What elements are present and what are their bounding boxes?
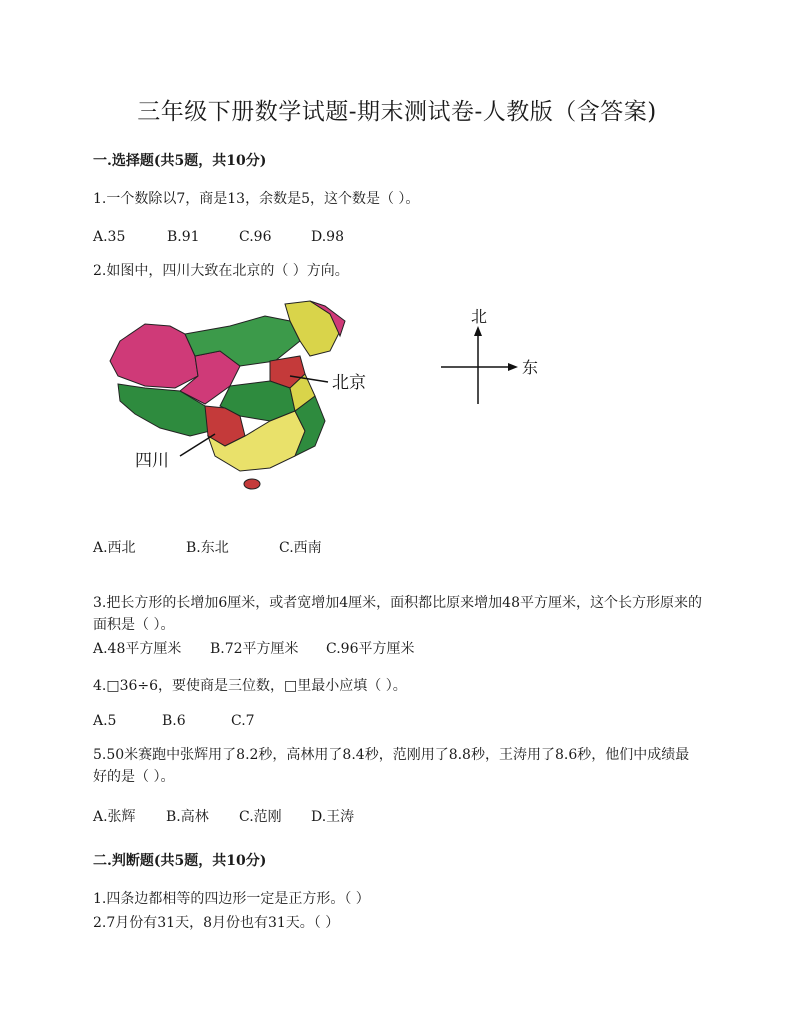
q4-option-c: C.7 (231, 713, 255, 729)
question-4: 4.□36÷6，要使商是三位数，□里最小应填（ ）。 (93, 678, 407, 694)
q5-option-d: D.王涛 (311, 809, 355, 825)
section-2-heading: 二.判断题(共5题，共10分) (93, 853, 267, 869)
map-region-hainan (244, 479, 260, 489)
q2-option-b: B.东北 (186, 540, 229, 556)
q3-option-c: C.96平方厘米 (326, 641, 415, 657)
beijing-label: 北京 (332, 373, 366, 393)
question-2: 2.如图中，四川大致在北京的（ ）方向。 (93, 263, 349, 279)
china-map-figure (100, 296, 390, 496)
page-title: 三年级下册数学试题-期末测试卷-人教版（含答案) (137, 99, 657, 125)
compass-figure (438, 300, 548, 410)
compass-north-label: 北 (471, 307, 488, 326)
q2-option-c: C.西南 (279, 540, 322, 556)
sichuan-label: 四川 (135, 451, 169, 471)
q3-option-a: A.48平方厘米 (93, 641, 182, 657)
q1-option-a: A.35 (93, 229, 126, 245)
map-region-northeast (285, 301, 340, 356)
compass-east-arrow-icon (508, 363, 518, 371)
section-1-heading: 一.选择题(共5题，共10分) (93, 153, 267, 169)
q1-option-c: C.96 (239, 229, 272, 245)
q5-option-a: A.张辉 (93, 809, 136, 825)
question-3: 3.把长方形的长增加6厘米，或者宽增加4厘米，面积都比原来增加48平方厘米，这个长方形原来的面积是（ ）。 (93, 595, 702, 633)
q4-option-a: A.5 (93, 713, 117, 729)
q3-option-b: B.72平方厘米 (210, 641, 299, 657)
q5-option-c: C.范刚 (239, 809, 282, 825)
q2-option-a: A.西北 (93, 540, 136, 556)
compass-north-arrow-icon (474, 326, 482, 336)
question-5: 5.50米赛跑中张辉用了8.2秒，高林用了8.4秒，范刚用了8.8秒，王涛用了8.6秒，他们中成绩最好的是（ ）。 (93, 747, 690, 785)
judgement-item-1: 1.四条边都相等的四边形一定是正方形。（ ） (93, 891, 370, 907)
q5-option-b: B.高林 (166, 809, 209, 825)
question-1: 1.一个数除以7，商是13，余数是5，这个数是（ ）。 (93, 191, 420, 207)
q4-option-b: B.6 (162, 713, 186, 729)
q1-option-d: D.98 (311, 229, 344, 245)
judgement-item-2: 2.7月份有31天，8月份也有31天。（ ） (93, 915, 340, 931)
q1-option-b: B.91 (167, 229, 200, 245)
compass-east-label: 东 (522, 358, 539, 377)
